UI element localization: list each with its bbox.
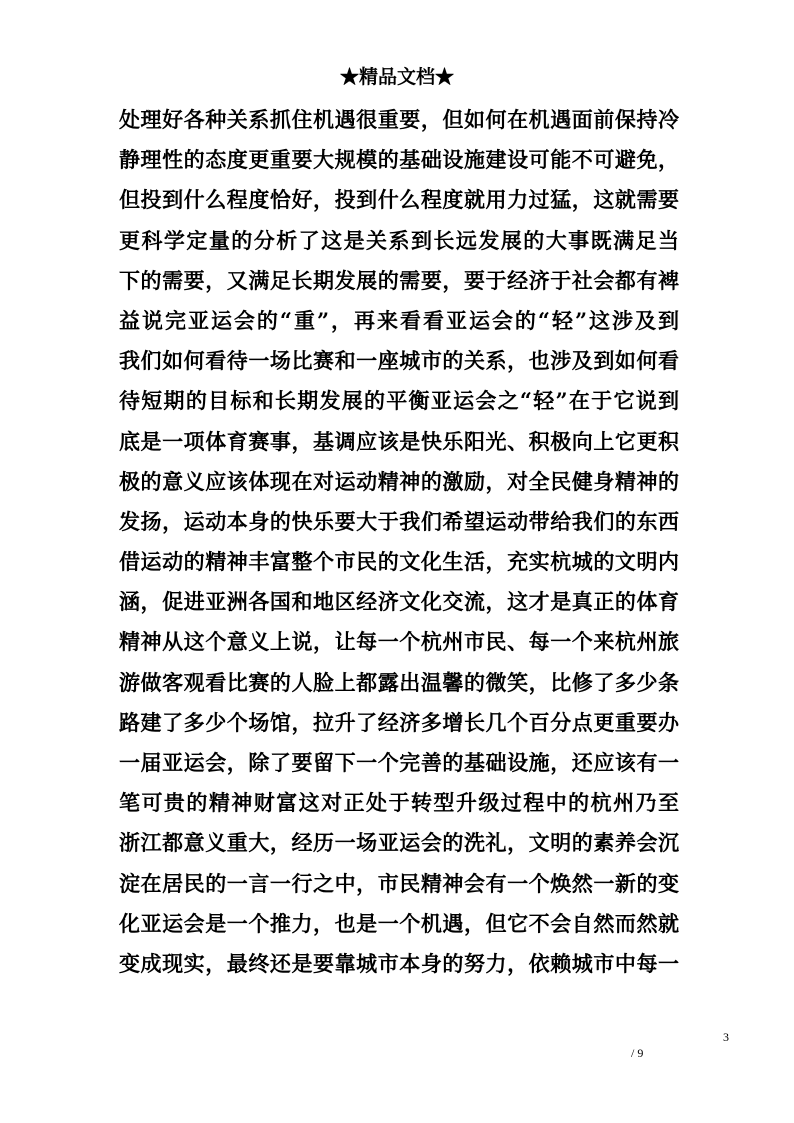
body-line: 待短期的目标和长期发展的平衡亚运会之“轻”在于它说到	[119, 388, 679, 414]
body-line: 益说完亚运会的“重”，再来看看亚运会的“轻”这涉及到	[119, 307, 679, 333]
page-total: / 9	[631, 1046, 644, 1060]
body-line: 游做客观看比赛的人脸上都露出温馨的微笑，比修了多少条	[119, 669, 679, 695]
body-line: 处理好各种关系抓住机遇很重要，但如何在机遇面前保持冷	[119, 107, 679, 132]
document-body	[119, 100, 679, 984]
body-line: 下的需要，又满足长期发展的需要，要于经济于社会都有裨	[119, 267, 679, 293]
body-line: 涵，促进亚洲各国和地区经济文化交流，这才是真正的体育	[119, 589, 679, 615]
body-line: 静理性的态度更重要大规模的基础设施建设可能不可避免，	[119, 147, 679, 173]
body-line: 变成现实，最终还是要靠城市本身的努力，依赖城市中每一	[119, 950, 679, 976]
body-line: 淀在居民的一言一行之中，市民精神会有一个焕然一新的变	[119, 870, 679, 896]
body-line: 更科学定量的分析了这是关系到长远发展的大事既满足当	[119, 227, 679, 253]
body-line: 借运动的精神丰富整个市民的文化生活，充实杭城的文明内	[119, 549, 679, 575]
body-line: 化亚运会是一个推力，也是一个机遇，但它不会自然而然就	[119, 910, 679, 936]
body-line: 路建了多少个场馆，拉升了经济多增长几个百分点更重要办	[119, 709, 679, 735]
page-number: 3	[723, 1030, 729, 1044]
body-line: 我们如何看待一场比赛和一座城市的关系，也涉及到如何看	[119, 348, 679, 374]
body-line: 一届亚运会，除了要留下一个完善的基础设施，还应该有一	[119, 750, 679, 775]
document-header-title: ★精品文档★	[339, 66, 454, 88]
body-line: 极的意义应该体现在对运动精神的激励，对全民健身精神的	[119, 468, 679, 494]
body-line: 底是一项体育赛事，基调应该是快乐阳光、积极向上它更积	[119, 428, 679, 454]
body-line: 发扬，运动本身的快乐要大于我们希望运动带给我们的东西	[119, 508, 679, 534]
body-line: 精神从这个意义上说，让每一个杭州市民、每一个来杭州旅	[119, 629, 679, 655]
body-line: 浙江都意义重大，经历一场亚运会的洗礼，文明的素养会沉	[119, 830, 679, 856]
body-line: 笔可贵的精神财富这对正处于转型升级过程中的杭州乃至	[119, 790, 679, 816]
body-line: 但投到什么程度恰好，投到什么程度就用力过猛，这就需要	[119, 187, 679, 213]
